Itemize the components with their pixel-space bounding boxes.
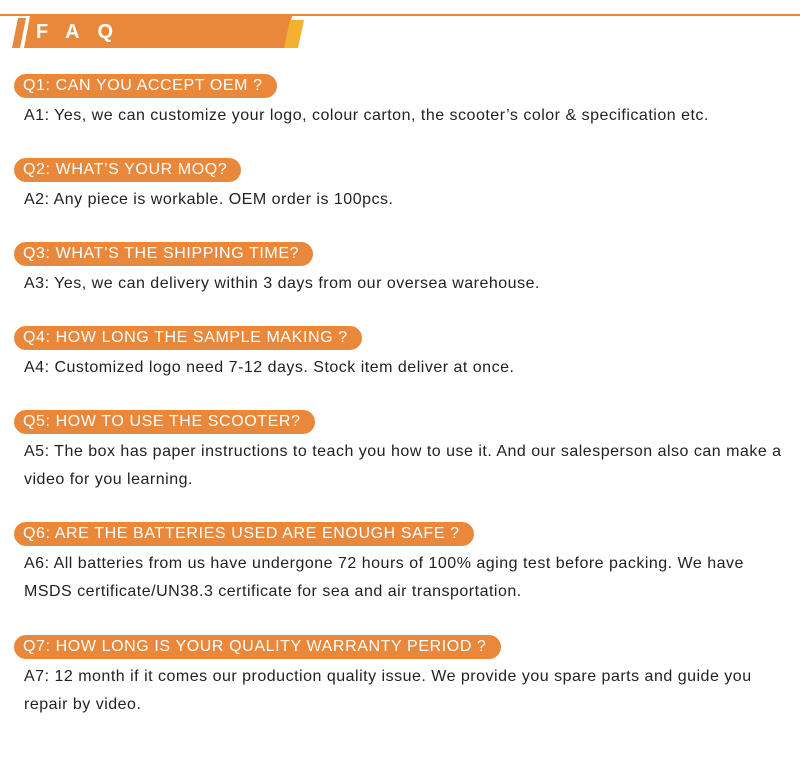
answer-6: A6: All batteries from us have undergone 72 hours of 100% aging test before packing. We have MSDS certificate/UN38.3 certificate for sea and air transportation. [24,555,744,600]
question-2: Q2: WHAT’S YOUR MOQ? [14,158,241,182]
answer-1: A1: Yes, we can customize your logo, colour carton, the scooter’s color & specification etc. [24,107,709,124]
answer-3: A3: Yes, we can delivery within 3 days from our oversea warehouse. [24,275,540,292]
page-title: FAQ [36,21,132,43]
question-4: Q4: HOW LONG THE SAMPLE MAKING ? [14,326,362,350]
question-3: Q3: WHAT’S THE SHIPPING TIME? [14,242,313,266]
question-5: Q5: HOW TO USE THE SCOOTER? [14,410,315,434]
answer-7: A7: 12 month if it comes our production quality issue. We provide you spare parts and guide you repair by video. [24,668,752,713]
question-7: Q7: HOW LONG IS YOUR QUALITY WARRANTY PERIOD ? [14,635,501,659]
question-6: Q6: ARE THE BATTERIES USED ARE ENOUGH SAFE ? [14,522,474,546]
question-1: Q1: CAN YOU ACCEPT OEM ? [14,74,277,98]
answer-2: A2: Any piece is workable. OEM order is 100pcs. [24,191,394,208]
faq-header [0,0,800,52]
answer-5: A5: The box has paper instructions to teach you how to use it. And our salesperson also can make a video for you learning. [24,443,782,488]
answer-4: A4: Customized logo need 7-12 days. Stock item deliver at once. [24,359,515,376]
